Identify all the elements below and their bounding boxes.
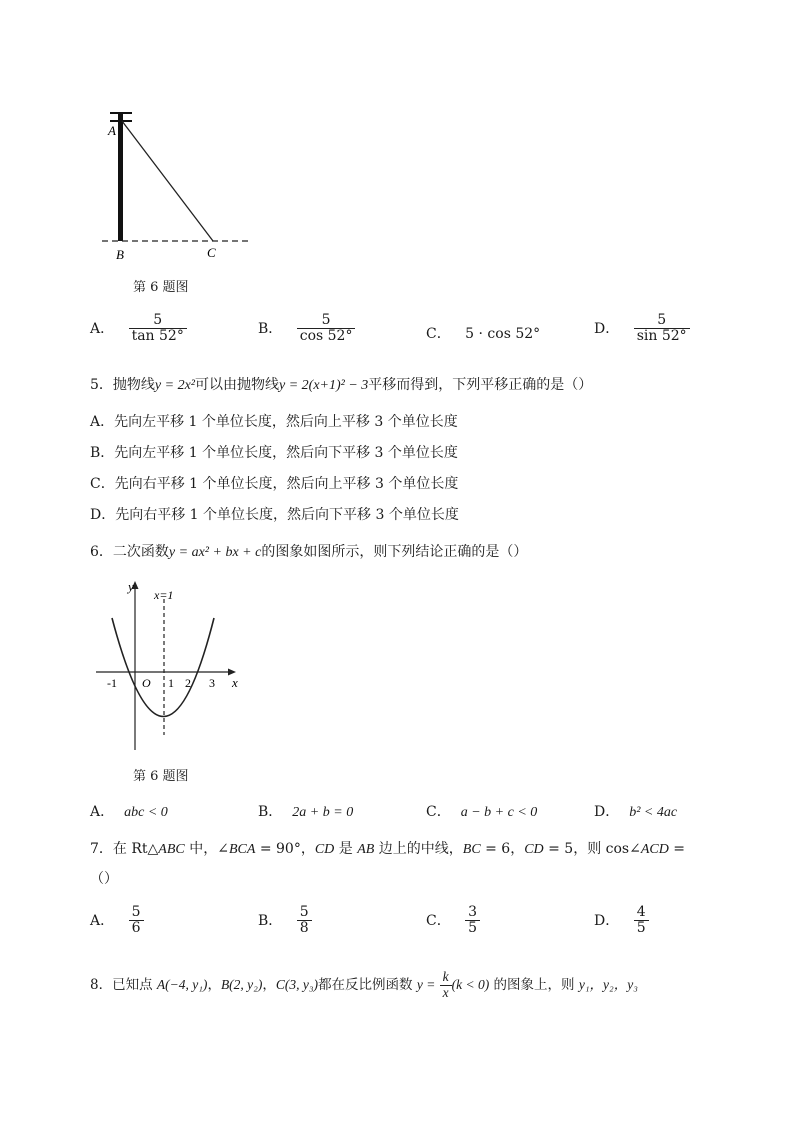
origin-label: O <box>142 676 151 690</box>
parabola-graph <box>92 575 252 755</box>
y-axis-label: y <box>128 579 134 594</box>
label-B: B <box>116 247 124 262</box>
q7-option-D[interactable]: D． $\frac{4}{5}$ <box>594 905 649 937</box>
figure1-caption: 第 6 题图 <box>133 280 189 295</box>
q5-option-A[interactable]: A．先向左平移 1 个单位长度，然后向上平移 3 个单位长度 <box>90 414 458 430</box>
prev-option-B[interactable]: B． $\frac{5}{\cos 52^\circ}$ <box>258 313 355 345</box>
q7-answer-paren: （） <box>90 871 118 887</box>
prev-option-A[interactable]: A． $\frac{5}{\tan 52^\circ}$ <box>90 313 187 345</box>
tick-label-minus-1: -1 <box>107 676 117 690</box>
q5-option-C[interactable]: C．先向右平移 1 个单位长度，然后向上平移 3 个单位长度 <box>90 476 459 492</box>
prev-option-D[interactable]: D． $\frac{5}{\sin 52^\circ}$ <box>594 313 690 345</box>
label-C: C <box>207 245 216 260</box>
label-A: A <box>108 123 116 138</box>
q6-option-A[interactable]: A． abc < 0 <box>90 804 168 820</box>
figure2-caption: 第 6 题图 <box>133 769 189 784</box>
q7-option-B[interactable]: B． $\frac{5}{8}$ <box>258 905 312 937</box>
q5-stem: 5．抛物线y = 2x²可以由抛物线y = 2(x+1)² − 3平移而得到，下列平移正确的是（） <box>90 377 593 393</box>
pole <box>118 113 123 241</box>
q6-option-C[interactable]: C． a − b + c < 0 <box>426 804 538 820</box>
segment-AC <box>122 121 213 241</box>
q7-option-A[interactable]: A． $\frac{5}{6}$ <box>90 905 144 937</box>
q5-option-B[interactable]: B．先向左平移 1 个单位长度，然后向下平移 3 个单位长度 <box>90 445 458 461</box>
pole-figure <box>100 105 260 270</box>
tick-label-2: 2 <box>185 676 191 690</box>
tick-label-1: 1 <box>168 676 174 690</box>
x-axis-label: x <box>232 675 238 690</box>
q6-option-B[interactable]: B． 2a + b = 0 <box>258 804 354 820</box>
q6-option-D[interactable]: D． b² < 4ac <box>594 804 678 820</box>
q8-stem: 8．已知点 A(−4, y₁)，B(2, y₂)，C(3, y₃)都在反比例函数 y = $\frac{k}{x}$ (k < 0) 的图象上，则 y₁，y₂，y₃ <box>90 969 638 1000</box>
tick-label-3: 3 <box>209 676 215 690</box>
q6-stem: 6．二次函数y = ax² + bx + c的图象如图所示，则下列结论正确的是（） <box>90 544 528 560</box>
parabola-curve <box>112 618 214 717</box>
q7-option-C[interactable]: C． $\frac{3}{5}$ <box>426 905 480 937</box>
symmetry-axis-label: x=1 <box>154 588 174 602</box>
q5-option-D[interactable]: D．先向右平移 1 个单位长度，然后向下平移 3 个单位长度 <box>90 507 459 523</box>
q7-stem: 7．在 Rt△ABC 中，∠BCA = 90°，CD 是 AB 边上的中线，BC = 6，CD = 5，则 cos∠ACD = <box>90 841 686 857</box>
prev-option-C[interactable]: C． 5 · cos 52° <box>426 326 541 342</box>
